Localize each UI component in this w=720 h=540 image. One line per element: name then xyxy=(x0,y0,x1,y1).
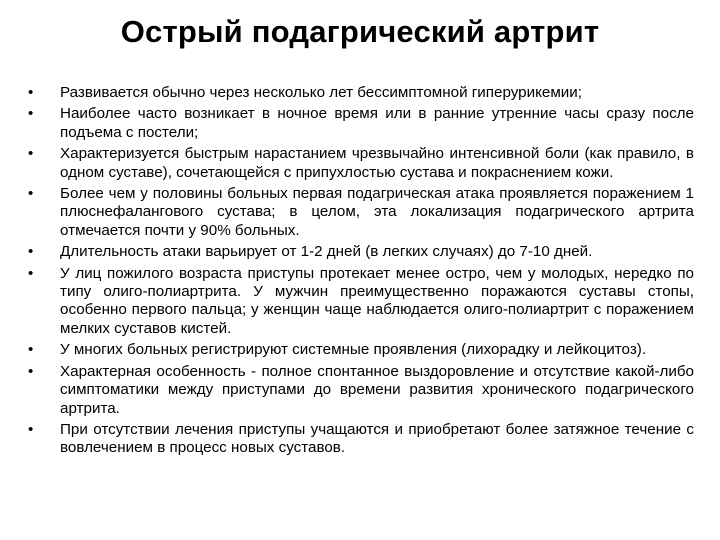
bullet-text: Наиболее часто возникает в ночное время или в ранние утренние часы сразу после подъема с постели; xyxy=(60,105,694,141)
bullet-text: Длительность атаки варьирует от 1-2 дней (в легких случаях) до 7-10 дней. xyxy=(60,243,593,261)
bullet-item xyxy=(28,265,694,339)
bullet-icon: • xyxy=(28,420,34,438)
bullet-item xyxy=(28,84,694,102)
bullet-text: Характеризуется быстрым нарастанием чрезвычайно интенсивной боли (как правило, в одном суставе), сочетающейся с припухлостью сустава и покраснением кожи. xyxy=(60,145,694,181)
bullet-item xyxy=(28,105,694,142)
bullet-item xyxy=(28,363,694,418)
slide-title: Острый подагрический артрит xyxy=(120,14,600,49)
bullet-item xyxy=(28,341,694,359)
bullet-icon: • xyxy=(28,264,34,282)
bullet-text: У многих больных регистрируют системные проявления (лихорадку и лейкоцитоз). xyxy=(60,341,647,359)
bullet-item xyxy=(28,243,694,261)
bullet-text: Более чем у половины больных первая подагрическая атака проявляется поражением 1 плюснефалангового сустава; в целом, эта локализация подагрического артрита отмечается почти у 90% больных. xyxy=(60,185,694,239)
bullet-text: У лиц пожилого возраста приступы протекает менее остро, чем у молодых, нередко по типу олиго-полиартрита. У мужчин преимущественно поражаются суставы стопы, особенно первого пальца; у женщин чаще наблюдается олиго-полиартрит с поражением мелких суставов кистей. xyxy=(60,264,694,337)
bullet-item xyxy=(28,421,694,458)
bullet-list xyxy=(28,84,694,461)
bullet-item xyxy=(28,185,694,240)
bullet-text: При отсутствии лечения приступы учащаются и приобретают более затяжное течение с вовлечением в процесс новых суставов. xyxy=(60,420,694,457)
bullet-item xyxy=(28,145,694,182)
bullet-icon: • xyxy=(28,185,34,203)
bullet-icon: • xyxy=(28,105,34,123)
bullet-text: Развивается обычно через несколько лет бессимптомной гиперурикемии; xyxy=(60,84,582,101)
bullet-icon: • xyxy=(28,362,34,380)
bullet-icon: • xyxy=(28,341,34,359)
bullet-text: Характерная особенность - полное спонтанное выздоровление и отсутствие какой-либо симптоматики между приступами до времени развития хронического подагрического артрита. xyxy=(60,362,694,417)
bullet-icon: • xyxy=(28,243,34,261)
bullet-icon: • xyxy=(28,145,34,163)
bullet-icon: • xyxy=(28,84,34,101)
